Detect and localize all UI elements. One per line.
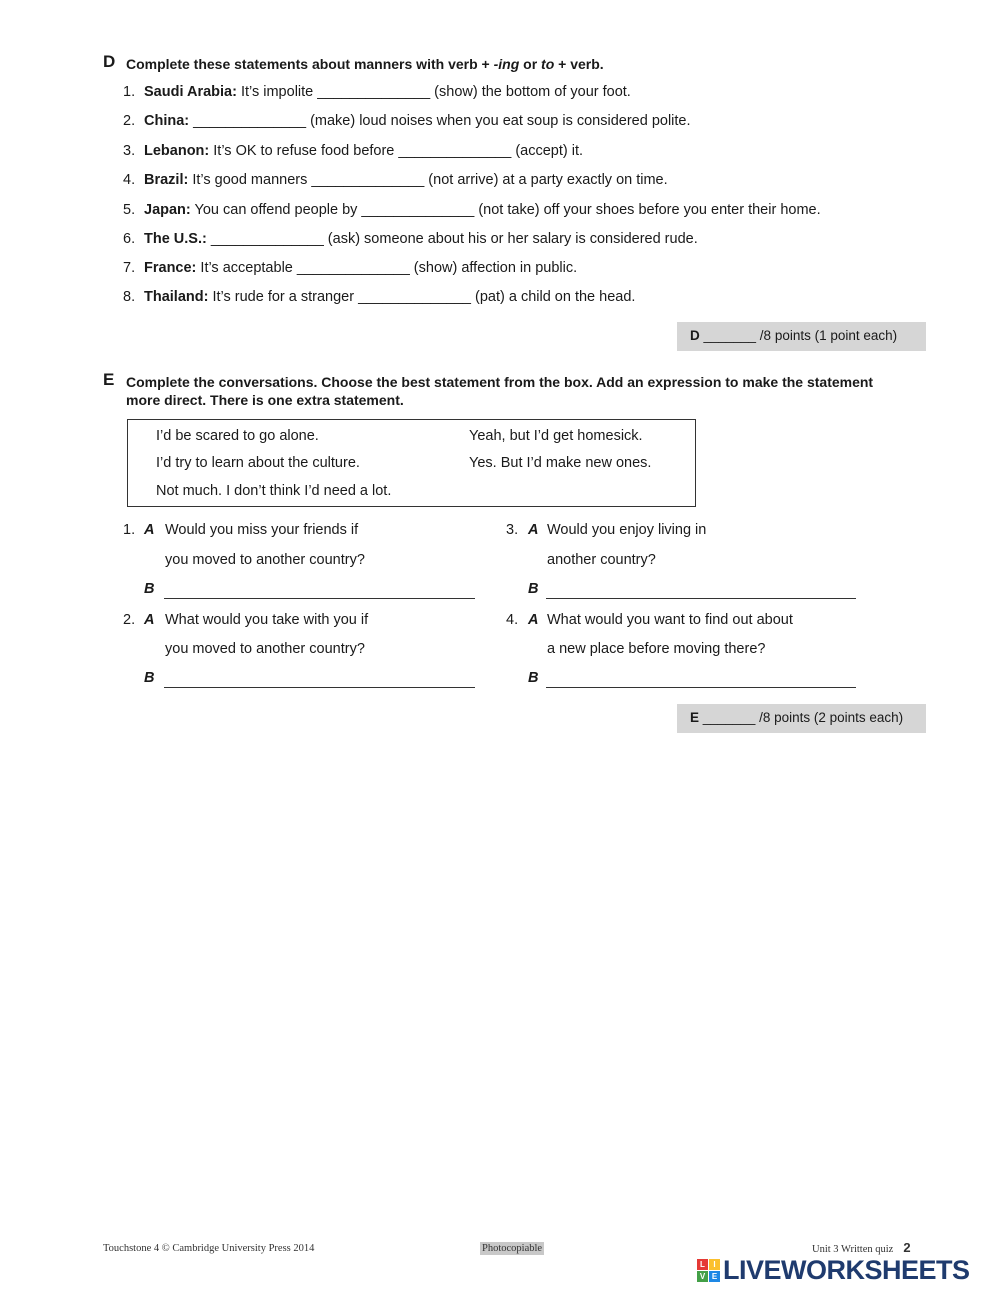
question-item-5: 5. Japan: You can offend people by ______________ (not take) off your shoes before you enter their home.: [123, 202, 821, 218]
footer-quiz-label: Unit 3 Written quiz 2: [812, 1240, 911, 1255]
question-item-6: 6. The U.S.: ______________ (ask) someone about his or her salary is considered rude.: [123, 231, 698, 247]
question-text[interactable]: ______________ (make) loud noises when you eat soup is considered polite.: [189, 113, 691, 129]
question-text[interactable]: It’s acceptable ______________ (show) affection in public.: [196, 260, 578, 276]
footer-photocopiable: Photocopiable: [482, 1243, 543, 1254]
logo-squares-icon: L I V E: [697, 1259, 720, 1282]
box-statement: I’d try to learn about the culture.: [156, 455, 360, 471]
question-item-1: 1. Saudi Arabia: It’s impolite ______________ (show) the bottom of your foot.: [123, 84, 631, 100]
answer-line[interactable]: [546, 585, 856, 599]
conversation-1: 1. A Would you miss your friends if you moved to another country? B: [123, 522, 483, 604]
question-item-3: 3. Lebanon: It’s OK to refuse food before ______________ (accept) it.: [123, 143, 584, 159]
question-text[interactable]: It’s OK to refuse food before ______________ (accept) it.: [209, 143, 584, 159]
section-d-letter: D: [103, 52, 116, 71]
liveworksheets-logo: [697, 1255, 970, 1285]
box-statement: Not much. I don’t think I’d need a lot.: [156, 483, 392, 499]
question-item-8: 8. Thailand: It’s rude for a stranger ______________ (pat) a child on the head.: [123, 289, 636, 305]
question-text[interactable]: ______________ (ask) someone about his or her salary is considered rude.: [206, 231, 698, 247]
section-e-instruction: Complete the conversations. Choose the best statement from the box. Add an expression to make the statement more direct. There is one extra statement.: [126, 374, 874, 408]
conversation-4: 4. A What would you want to find out about a new place before moving there? B: [506, 612, 866, 694]
footer-copyright: Touchstone 4 © Cambridge University Press 2014: [103, 1243, 315, 1254]
question-item-4: 4. Brazil: It’s good manners ______________ (not arrive) at a party exactly on time.: [123, 172, 668, 188]
question-item-2: 2. China: ______________ (make) loud noises when you eat soup is considered polite.: [123, 113, 691, 129]
answer-line[interactable]: [164, 585, 475, 599]
section-e-letter: E: [103, 370, 115, 389]
statement-box: [127, 419, 696, 507]
conversation-2: 2. A What would you take with you if you moved to another country? B: [123, 612, 483, 694]
box-statement: Yeah, but I’d get homesick.: [469, 428, 643, 444]
box-statement: Yes. But I’d make new ones.: [469, 455, 652, 471]
question-text[interactable]: You can offend people by ______________ (not take) off your shoes before you enter their home.: [190, 202, 821, 218]
answer-line[interactable]: [546, 674, 856, 688]
section-d-score-box: D _______ /8 points (1 point each): [677, 322, 926, 351]
question-text[interactable]: It’s impolite ______________ (show) the bottom of your foot.: [236, 84, 631, 100]
conversation-3: 3. A Would you enjoy living in another country? B: [506, 522, 866, 604]
question-text[interactable]: It’s good manners ______________ (not arrive) at a party exactly on time.: [188, 172, 668, 188]
section-d-instruction: Complete these statements about manners with verb + -ing or to + verb.: [126, 56, 604, 72]
page-number: 2: [903, 1240, 911, 1255]
question-text[interactable]: It’s rude for a stranger ______________ (pat) a child on the head.: [208, 289, 636, 305]
section-e-score-box: E _______ /8 points (2 points each): [677, 704, 926, 733]
brand-text: LIVEWORKSHEETS: [723, 1254, 970, 1285]
question-item-7: 7. France: It’s acceptable ______________ (show) affection in public.: [123, 260, 578, 276]
box-statement: I’d be scared to go alone.: [156, 428, 319, 444]
answer-line[interactable]: [164, 674, 475, 688]
